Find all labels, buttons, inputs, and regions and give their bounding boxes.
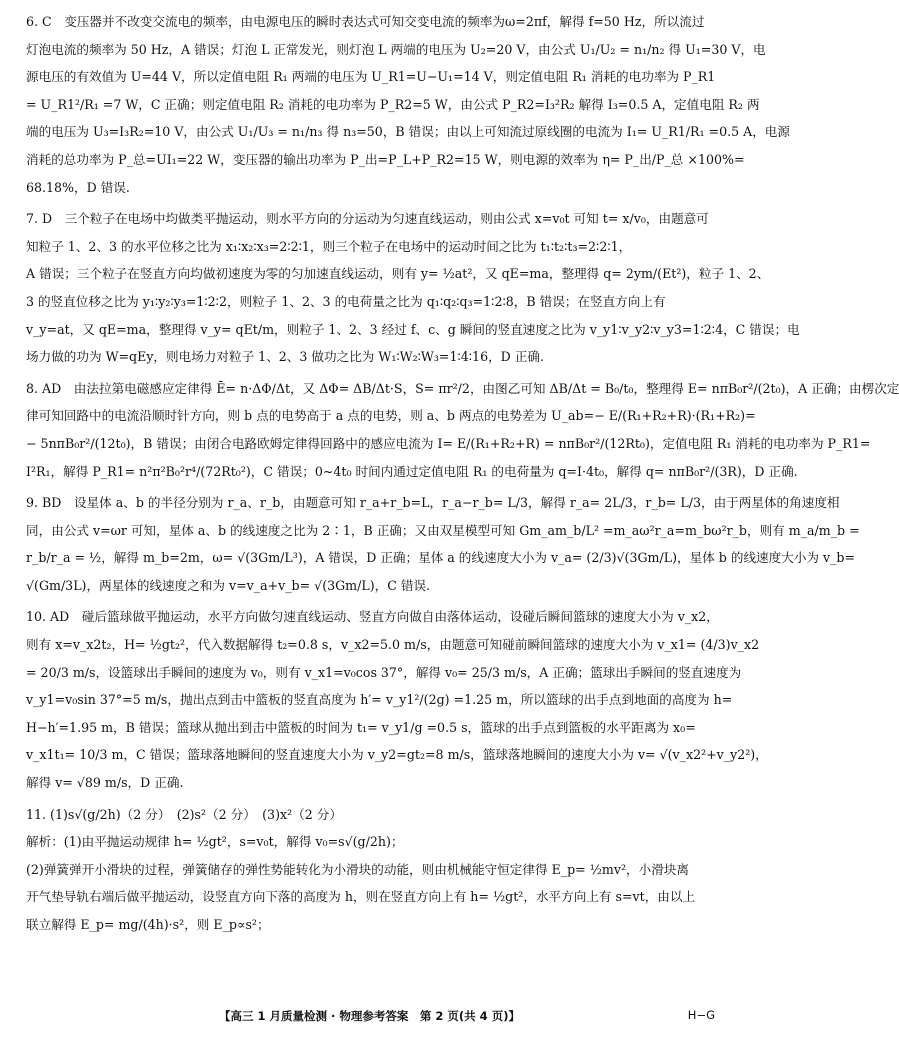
answer-line: I²R₁，解得 P_R1= n²π²B₀²r⁴/(72Rt₀²)，C 错误；0~4t₀ 时间内通过定值电阻 R₁ 的电荷量为 q=I·4t₀，解得 q= nπB₀r²/(3R)，D 正确. [26,463,798,479]
footer-title: 【高三 1 月质量检测 · 物理参考答案 第 2 页(共 4 页)】 [219,1009,520,1023]
answer-line: v_y1=v₀sin 37°=5 m/s，抛出点到击中篮板的竖直高度为 h′= v_y1²/(2g) =1.25 m，所以篮球的出手点到地面的高度为 h= [26,692,733,708]
answer-line: 则有 x=v_x2t₂，H= ½gt₂²，代入数据解得 t₂=0.8 s，v_x2=5.0 m/s，由题意可知碰前瞬间篮球的速度大小为 v_x1= (4/3)v_x2 [26,637,760,653]
answer-line: 开气垫导轨右端后做平抛运动，设竖直方向下落的高度为 h，则在竖直方向上有 h= ½gt²，水平方向上有 s=vt，由以上 [26,889,696,905]
answer-line: v_x1t₁= 10/3 m，C 错误；篮球落地瞬间的竖直速度大小为 v_y2=gt₂=8 m/s，篮球落地瞬间的速度大小为 v= √(v_x2²+v_y2²)， [26,747,768,763]
answer-line: = 20/3 m/s，设篮球出手瞬间的速度为 v₀，则有 v_x1=v₀cos 37°，解得 v₀= 25/3 m/s，A 正确；篮球出手瞬间的竖直速度为 [26,664,742,680]
answer-line: 7. D 三个粒子在电场中均做类平抛运动，则水平方向的分运动为匀速直线运动，则由公式 x=v₀t 可知 t= x/v₀，由题意可 [26,211,709,227]
answer-q7 [26,205,800,371]
answer-line: r_b/r_a = ½，解得 m_b=2m，ω= √(3Gm/L³)，A 错误，D 正确；星体 a 的线速度大小为 v_a= (2/3)√(3Gm/L)，星体 b 的线速度大小为 v_b= [26,550,856,566]
answer-line: − 5nπB₀r²/(12t₀)，B 错误；由闭合电路欧姆定律得回路中的感应电流为 I= E/(R₁+R₂+R) = nπB₀r²/(12Rt₀)，定值电阻 R₁ 消耗的电功率为 P_R1= [26,435,871,451]
answer-q6 [26,8,790,201]
answer-line: 灯泡电流的频率为 50 Hz，A 错误；灯泡 L 正常发光，则灯泡 L 两端的电压为 U₂=20 V，由公式 U₁/U₂ = n₁/n₂ 得 U₁=30 V，电 [26,41,766,57]
answer-q8 [26,375,899,485]
answer-line: 6. C 变压器并不改变交流电的频率，由电源电压的瞬时表达式可知交变电流的频率为ω=2πf，解得 f=50 Hz，所以流过 [26,14,705,29]
answer-line: = U_R1²/R₁ =7 W，C 正确；则定值电阻 R₂ 消耗的电功率为 P_R2=5 W，由公式 P_R2=I₃²R₂ 解得 I₃=0.5 A，定值电阻 R₂ 两 [26,96,760,112]
answer-line: 联立解得 E_p= mg/(4h)·s²，则 E_p∝s²； [26,917,270,932]
answer-line: H−h′=1.95 m，B 错误；篮球从抛出到击中篮板的时间为 t₁= v_y1/g =0.5 s，篮球的出手点到篮板的水平距离为 x₀= [26,719,696,735]
answer-line: A 错误；三个粒子在竖直方向均做初速度为零的匀加速直线运动，则有 y= ½at²，又 qE=ma，整理得 q= 2ym/(Et²)，粒子 1、2、 [26,266,770,282]
answer-line: 8. AD 由法拉第电磁感应定律得 Ē= n·ΔΦ/Δt，又 ΔΦ= ΔB/Δt·S，S= πr²/2，由图乙可知 ΔB/Δt = B₀/t₀，整理得 E= nπB₀r²/(2t₀)，A 正确；由楞次定 [26,380,899,396]
answer-line: √(Gm/3L)，两星体的线速度之和为 v=v_a+v_b= √(3Gm/L)，C 错误. [26,577,431,593]
answer-line: 端的电压为 U₃=I₃R₂=10 V，由公式 U₁/U₃ = n₁/n₃ 得 n₃=50，B 错误；由以上可知流过原线圈的电流为 I₁= U_R1/R₁ =0.5 A，电源 [26,124,790,140]
page-footer [0,1008,739,1026]
answer-line: 消耗的总功率为 P_总=UI₁=22 W，变压器的输出功率为 P_出=P_L+P_R2=15 W，则电源的效率为 η= P_出/P_总 ×100%= [26,151,745,167]
answer-line: 同，由公式 v=ωr 可知，星体 a、b 的线速度之比为 2∶1，B 正确；又由双星模型可知 Gm_am_b/L² =m_aω²r_a=m_bω²r_b，则有 m_a/m_b = [26,522,860,538]
answer-line: (2)弹簧弹开小滑块的过程，弹簧储存的弹性势能转化为小滑块的动能，则由机械能守恒定律得 E_p= ½mv²，小滑块离 [26,861,689,877]
answer-line: v_y=at，又 qE=ma，整理得 v_y= qEt/m，则粒子 1、2、3 经过 f、c、g 瞬间的竖直速度之比为 v_y1∶v_y2∶v_y3=1∶2∶4，C 错误；电 [26,321,800,337]
answer-line: 68.18%，D 错误. [26,179,130,195]
answer-q11 [26,801,716,939]
footer-code: H−G [687,1008,715,1022]
answer-line: 知粒子 1、2、3 的水平位移之比为 x₁∶x₂∶x₃=2∶2∶1，则三个粒子在电场中的运动时间之比为 t₁∶t₂∶t₃=2∶2∶1， [26,238,632,254]
answer-line: 解得 v= √89 m/s，D 正确. [26,775,184,791]
answer-line: 10. AD 碰后篮球做平抛运动，水平方向做匀速直线运动、竖直方向做自由落体运动，设碰后瞬间篮球的速度大小为 v_x2， [26,609,719,625]
answer-content [26,8,899,943]
answer-line: 源电压的有效值为 U=44 V，所以定值电阻 R₁ 两端的电压为 U_R1=U−U₁=14 V，则定值电阻 R₁ 消耗的电功率为 P_R1 [26,69,716,85]
answer-line: 解析：(1)由平抛运动规律 h= ½gt²，s=v₀t，解得 v₀=s√(g/2h)； [26,834,404,850]
answer-line: 场力做的功为 W=qEy，则电场力对粒子 1、2、3 做功之比为 W₁∶W₂∶W₃=1∶4∶16，D 正确. [26,349,544,365]
answer-q10 [26,603,768,796]
answer-line: 11. (1)s√(g/2h)（2 分） (2)s²（2 分） (3)x²（2 分） [26,806,342,822]
answer-line: 律可知回路中的电流沿顺时针方向，则 b 点的电势高于 a 点的电势，则 a、b 两点的电势差为 U_ab=− E/(R₁+R₂+R)·(R₁+R₂)= [26,408,756,424]
answer-line: 9. BD 设星体 a、b 的半径分别为 r_a、r_b，由题意可知 r_a+r_b=L，r_a−r_b= L/3，解得 r_a= 2L/3，r_b= L/3，由于两星体的角速度相 [26,495,840,511]
answer-q9 [26,489,860,599]
answer-line: 3 的竖直位移之比为 y₁∶y₂∶y₃=1∶2∶2，则粒子 1、2、3 的电荷量之比为 q₁∶q₂∶q₃=1∶2∶8，B 错误；在竖直方向上有 [26,293,666,309]
